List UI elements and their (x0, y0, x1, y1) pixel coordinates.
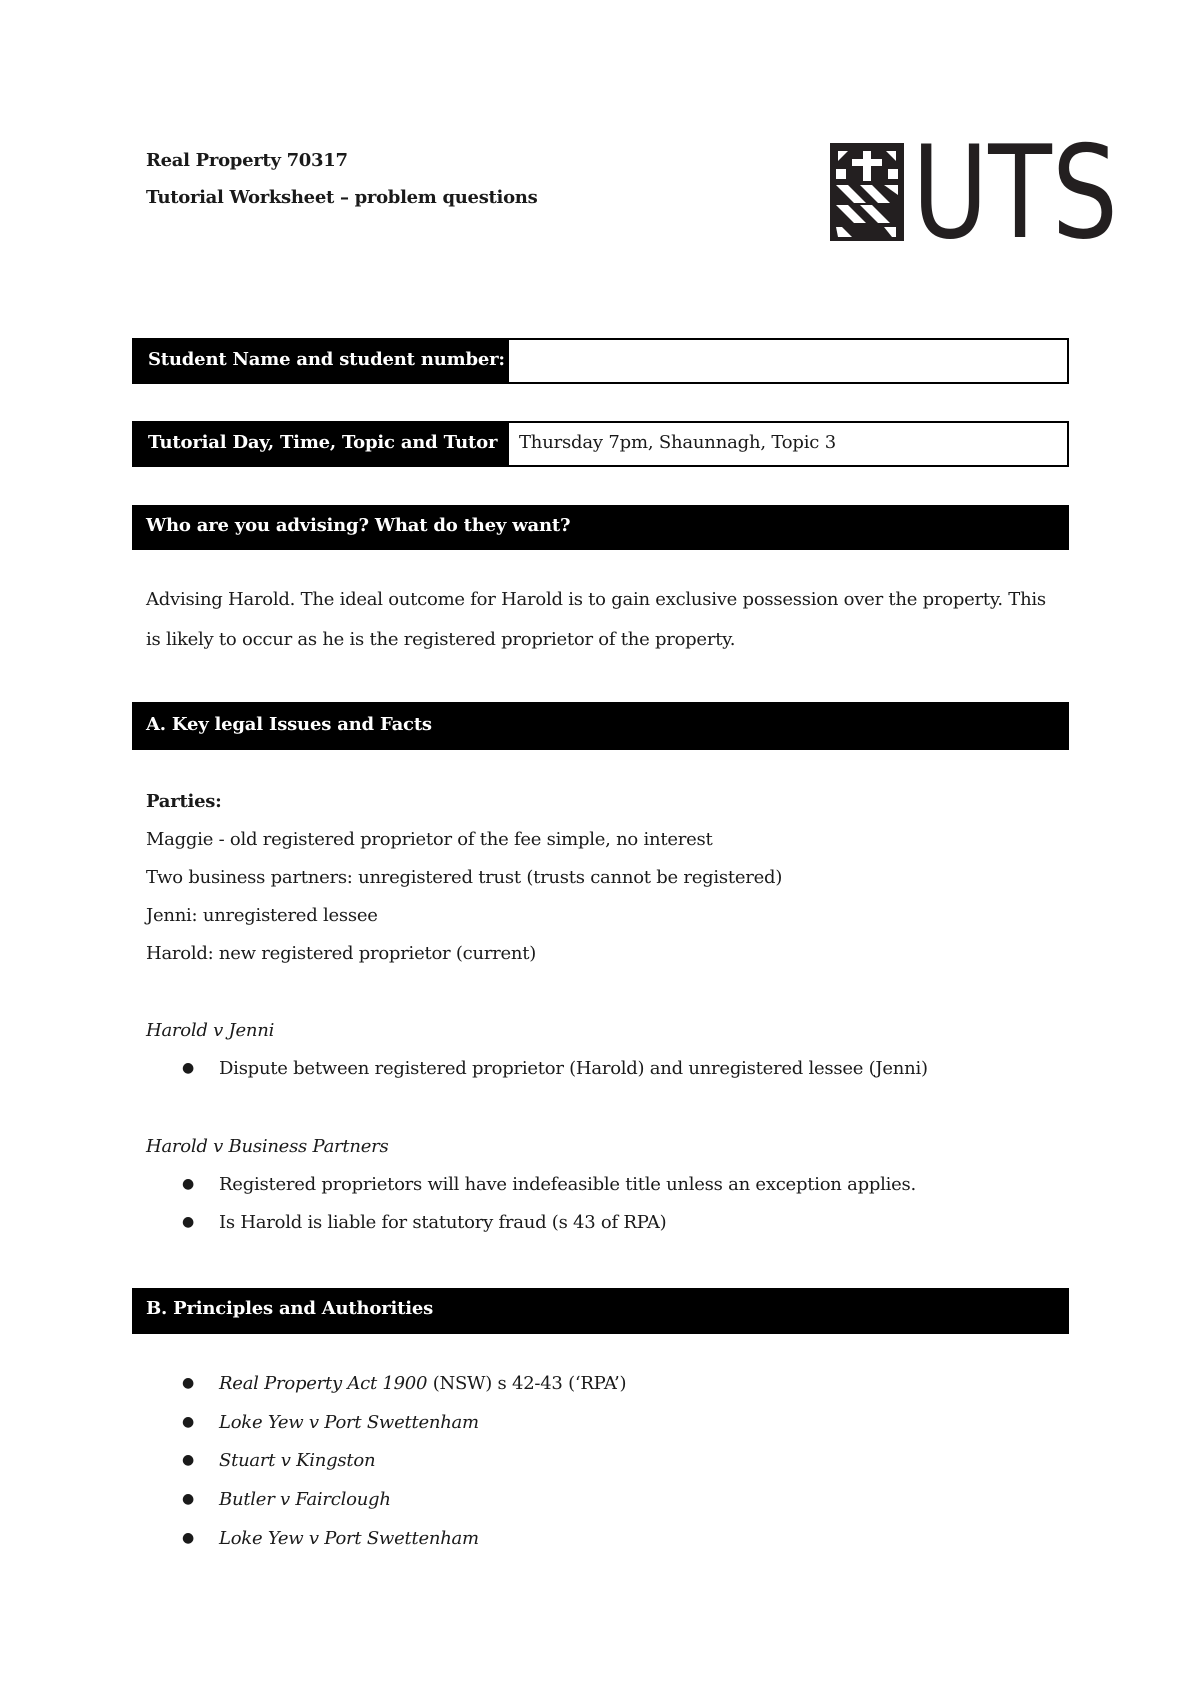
student-name-field[interactable] (509, 340, 1067, 382)
section-a-heading: A. Key legal Issues and Facts (132, 702, 1069, 750)
tutorial-label: Tutorial Day, Time, Topic and Tutor (134, 423, 509, 465)
authority-statute-citation: (NSW) s 42-43 (‘RPA’) (427, 1373, 627, 1394)
authority-item (182, 1450, 375, 1471)
party-item: Two business partners: unregistered trust (trusts cannot be registered) (146, 867, 783, 888)
uts-crest-icon (830, 143, 904, 241)
authority-item (182, 1528, 479, 1549)
bullet-icon: ● (182, 1530, 194, 1546)
bullet-icon: ● (182, 1214, 194, 1230)
bullet-icon: ● (182, 1452, 194, 1468)
bullet-icon: ● (182, 1414, 194, 1430)
advice-paragraph-line-2: is likely to occur as he is the registered proprietor of the property. (146, 629, 736, 650)
worksheet-title: Tutorial Worksheet – problem questions (146, 187, 538, 208)
authority-statute-name: Real Property Act 1900 (219, 1373, 428, 1394)
student-name-label: Student Name and student number: (134, 340, 509, 382)
authority-item (182, 1489, 391, 1510)
authority-item (182, 1412, 479, 1433)
advice-paragraph-line-1: Advising Harold. The ideal outcome for Harold is to gain exclusive possession over the property. This (146, 589, 1046, 610)
authority-case-name: Loke Yew v Port Swettenham (219, 1528, 479, 1549)
bullet-icon: ● (182, 1060, 194, 1076)
parties-heading: Parties: (146, 791, 222, 812)
dispute-heading-harold-v-jenni: Harold v Jenni (146, 1020, 275, 1041)
student-info-row (132, 338, 1069, 384)
tutorial-field[interactable]: Thursday 7pm, Shaunnagh, Topic 3 (509, 423, 1067, 465)
section-b-heading: B. Principles and Authorities (132, 1288, 1069, 1334)
list-item (182, 1058, 928, 1079)
authority-item (182, 1373, 626, 1394)
uts-logo (830, 119, 1120, 268)
authority-case-name: Stuart v Kingston (219, 1450, 376, 1471)
tutorial-info-row (132, 421, 1069, 467)
bullet-icon: ● (182, 1176, 194, 1192)
list-item (182, 1212, 666, 1233)
course-title: Real Property 70317 (146, 150, 348, 171)
uts-logo-text: UTS (912, 119, 1118, 268)
party-item: Maggie - old registered proprietor of the fee simple, no interest (146, 829, 713, 850)
list-item-text: Dispute between registered proprietor (Harold) and unregistered lessee (Jenni) (219, 1058, 928, 1079)
who-advising-heading: Who are you advising? What do they want? (132, 505, 1069, 550)
bullet-icon: ● (182, 1491, 194, 1507)
party-item: Harold: new registered proprietor (current) (146, 943, 537, 964)
list-item-text: Registered proprietors will have indefeasible title unless an exception applies. (219, 1174, 917, 1195)
party-item: Jenni: unregistered lessee (146, 905, 378, 926)
authority-case-name: Butler v Fairclough (219, 1489, 391, 1510)
authority-case-name: Loke Yew v Port Swettenham (219, 1412, 479, 1433)
list-item-text: Is Harold is liable for statutory fraud (s 43 of RPA) (219, 1212, 667, 1233)
list-item (182, 1174, 916, 1195)
bullet-icon: ● (182, 1375, 194, 1391)
dispute-heading-harold-v-business-partners: Harold v Business Partners (146, 1136, 389, 1157)
